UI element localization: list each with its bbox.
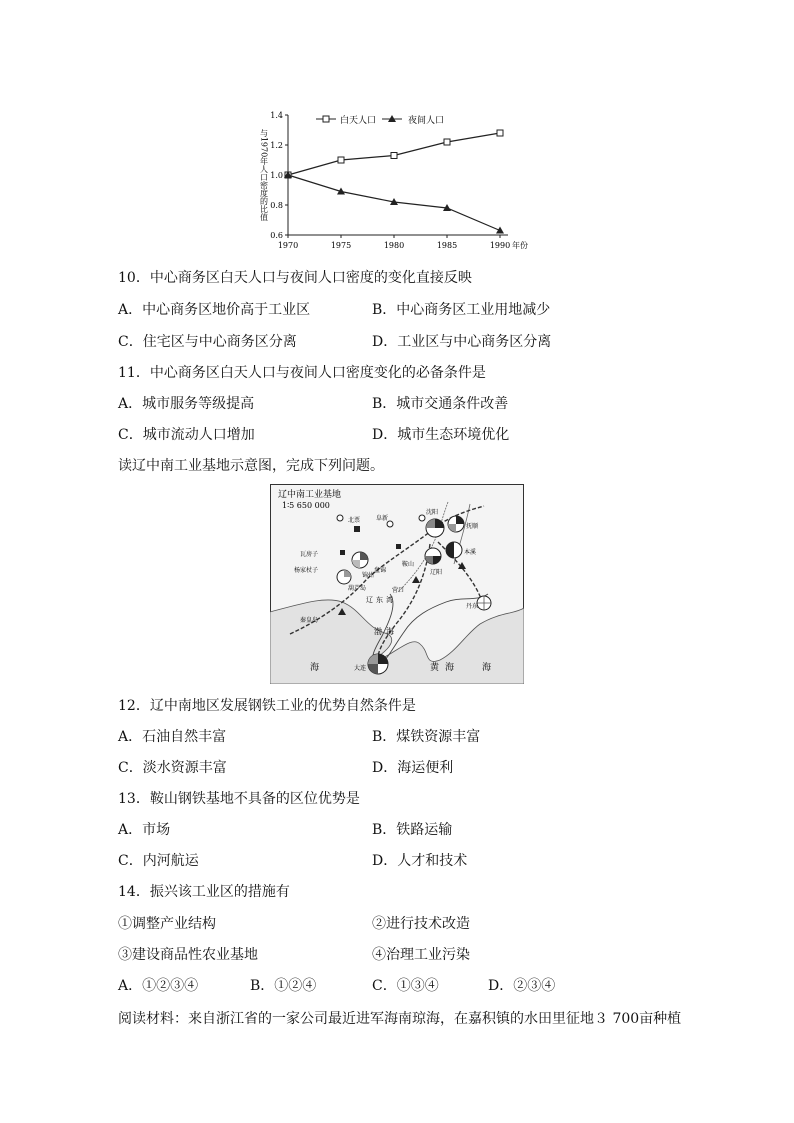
y-tick-label: 0.8 bbox=[270, 201, 283, 210]
city-pie-anshan bbox=[425, 548, 441, 564]
question-14: 14．振兴该工业区的措施有 bbox=[118, 884, 290, 900]
y-tick-label: 1.0 bbox=[270, 171, 283, 180]
data-point-square bbox=[338, 157, 344, 163]
option-14-c[interactable]: C．①③④ bbox=[372, 978, 439, 994]
option-12-a[interactable]: A．石油自然丰富 bbox=[118, 729, 227, 745]
question-11: 11．中心商务区白天人口与夜间人口密度变化的必备条件是 bbox=[118, 365, 486, 381]
label-liaoyang: 辽阳 bbox=[430, 569, 443, 576]
y-tick-label: 1.2 bbox=[270, 141, 283, 150]
statement-14-3: ③建设商品性农业基地 bbox=[118, 947, 258, 963]
option-12-b[interactable]: B．煤铁资源丰富 bbox=[372, 729, 481, 745]
option-11-a[interactable]: A．城市服务等级提高 bbox=[118, 396, 255, 412]
option-11-b[interactable]: B．城市交通条件改善 bbox=[372, 396, 509, 412]
option-14-d[interactable]: D．②③④ bbox=[488, 978, 556, 994]
label-bohai: 渤海 bbox=[374, 627, 398, 636]
data-point-square bbox=[497, 130, 503, 136]
reading-material: 阅读材料：来自浙江省的一家公司最近进军海南琼海，在嘉积镇的水田里征地３ 700亩种植 bbox=[118, 1011, 682, 1027]
question-13: 13．鞍山钢铁基地不具备的区位优势是 bbox=[118, 791, 360, 807]
x-tick-label: 1970 bbox=[277, 241, 299, 250]
option-11-c[interactable]: C．城市流动人口增加 bbox=[118, 427, 255, 443]
option-13-d[interactable]: D．人才和技术 bbox=[372, 853, 468, 869]
label-benxi: 本溪 bbox=[464, 549, 477, 556]
option-13-b[interactable]: B．铁路运输 bbox=[372, 822, 453, 838]
option-14-b[interactable]: B．①②④ bbox=[250, 978, 317, 994]
label-panjin: 盘锦 bbox=[374, 567, 387, 574]
mineral-symbol bbox=[419, 515, 425, 521]
data-point-square bbox=[444, 139, 450, 145]
label-liaodong-bay: 辽东湾 bbox=[366, 596, 396, 604]
map-scale: 1∶5 650 000 bbox=[282, 501, 330, 510]
x-tick-label: 1975 bbox=[330, 241, 352, 250]
option-12-d[interactable]: D．海运便利 bbox=[372, 760, 454, 776]
data-point-square bbox=[391, 153, 397, 159]
option-10-c[interactable]: C．住宅区与中心商务区分离 bbox=[118, 334, 297, 350]
data-point-triangle bbox=[496, 227, 504, 234]
x-tick-label: 1990 bbox=[489, 241, 511, 250]
statement-14-2: ②进行技术改造 bbox=[372, 916, 470, 932]
mineral-symbol bbox=[337, 515, 343, 521]
label-dalian: 大连 bbox=[354, 665, 367, 672]
map-intro: 读辽中南工业基地示意图，完成下列问题。 bbox=[118, 458, 384, 474]
statement-14-1: ①调整产业结构 bbox=[118, 916, 216, 932]
city-pie-dalian bbox=[368, 654, 388, 674]
label-fushun: 抚顺 bbox=[466, 523, 479, 530]
y-tick-label: 1.4 bbox=[270, 111, 283, 120]
label-beipiao: 北票 bbox=[348, 517, 361, 524]
x-tick-label: 1985 bbox=[436, 241, 458, 250]
industry-square-symbol bbox=[340, 550, 345, 555]
y-tick-label: 0.6 bbox=[270, 231, 283, 240]
city-pie-huludao bbox=[337, 570, 351, 584]
question-10: 10．中心商务区白天人口与夜间人口密度的变化直接反映 bbox=[118, 270, 472, 286]
city-pie-dandong bbox=[477, 596, 491, 610]
legend-series-2: 夜间人口 bbox=[408, 116, 445, 126]
statement-14-4: ④治理工业污染 bbox=[372, 947, 470, 963]
label-qinhuangdao: 秦皇岛 bbox=[300, 617, 319, 624]
label-yangjiazhangzi: 杨家杖子 bbox=[294, 567, 319, 574]
industry-square-symbol bbox=[354, 526, 360, 532]
label-bohai-2: 海 bbox=[310, 663, 320, 673]
city-pie-fushun bbox=[448, 516, 464, 532]
option-13-c[interactable]: C．内河航运 bbox=[118, 853, 199, 869]
city-pie-shenyang bbox=[426, 519, 444, 537]
legend-square-marker bbox=[323, 116, 329, 122]
label-huludao: 葫芦岛 bbox=[348, 585, 367, 592]
label-shenyang: 沈阳 bbox=[426, 509, 439, 516]
legend-series-1: 白天人口 bbox=[340, 116, 377, 126]
label-yellow-sea: 黄海 bbox=[430, 663, 461, 673]
city-pie-jinzhou bbox=[352, 552, 368, 568]
label-anshan: 鞍山 bbox=[402, 561, 415, 568]
y-axis-label: 与1970年人口密度的比值 bbox=[259, 128, 269, 222]
option-12-c[interactable]: C．淡水资源丰富 bbox=[118, 760, 227, 776]
label-fuxin: 阜新 bbox=[376, 515, 389, 522]
liaozhongnan-map bbox=[270, 484, 524, 684]
option-10-d[interactable]: D．工业区与中心商务区分离 bbox=[372, 334, 552, 350]
population-density-chart bbox=[250, 105, 540, 255]
option-11-d[interactable]: D．城市生态环境优化 bbox=[372, 427, 510, 443]
industry-square-symbol bbox=[396, 544, 401, 549]
label-jinzhou: 锦州 bbox=[362, 572, 375, 579]
option-13-a[interactable]: A．市场 bbox=[118, 822, 171, 838]
option-10-b[interactable]: B．中心商务区工业用地减少 bbox=[372, 302, 551, 318]
city-pie-benxi bbox=[446, 542, 462, 558]
label-yellow-sea-2: 海 bbox=[482, 663, 492, 673]
label-dandong: 丹东 bbox=[466, 603, 479, 610]
option-10-a[interactable]: A．中心商务区地价高于工业区 bbox=[118, 302, 311, 318]
option-14-a[interactable]: A．①②③④ bbox=[118, 978, 199, 994]
label-wafangzi: 瓦房子 bbox=[300, 551, 319, 558]
question-12: 12．辽中南地区发展钢铁工业的优势自然条件是 bbox=[118, 698, 416, 714]
label-yingkou: 营口 bbox=[392, 587, 405, 594]
map-title: 辽中南工业基地 bbox=[278, 490, 342, 500]
x-axis-unit: 年份 bbox=[512, 241, 528, 250]
x-tick-label: 1980 bbox=[383, 241, 405, 250]
chart-legend bbox=[316, 114, 444, 126]
